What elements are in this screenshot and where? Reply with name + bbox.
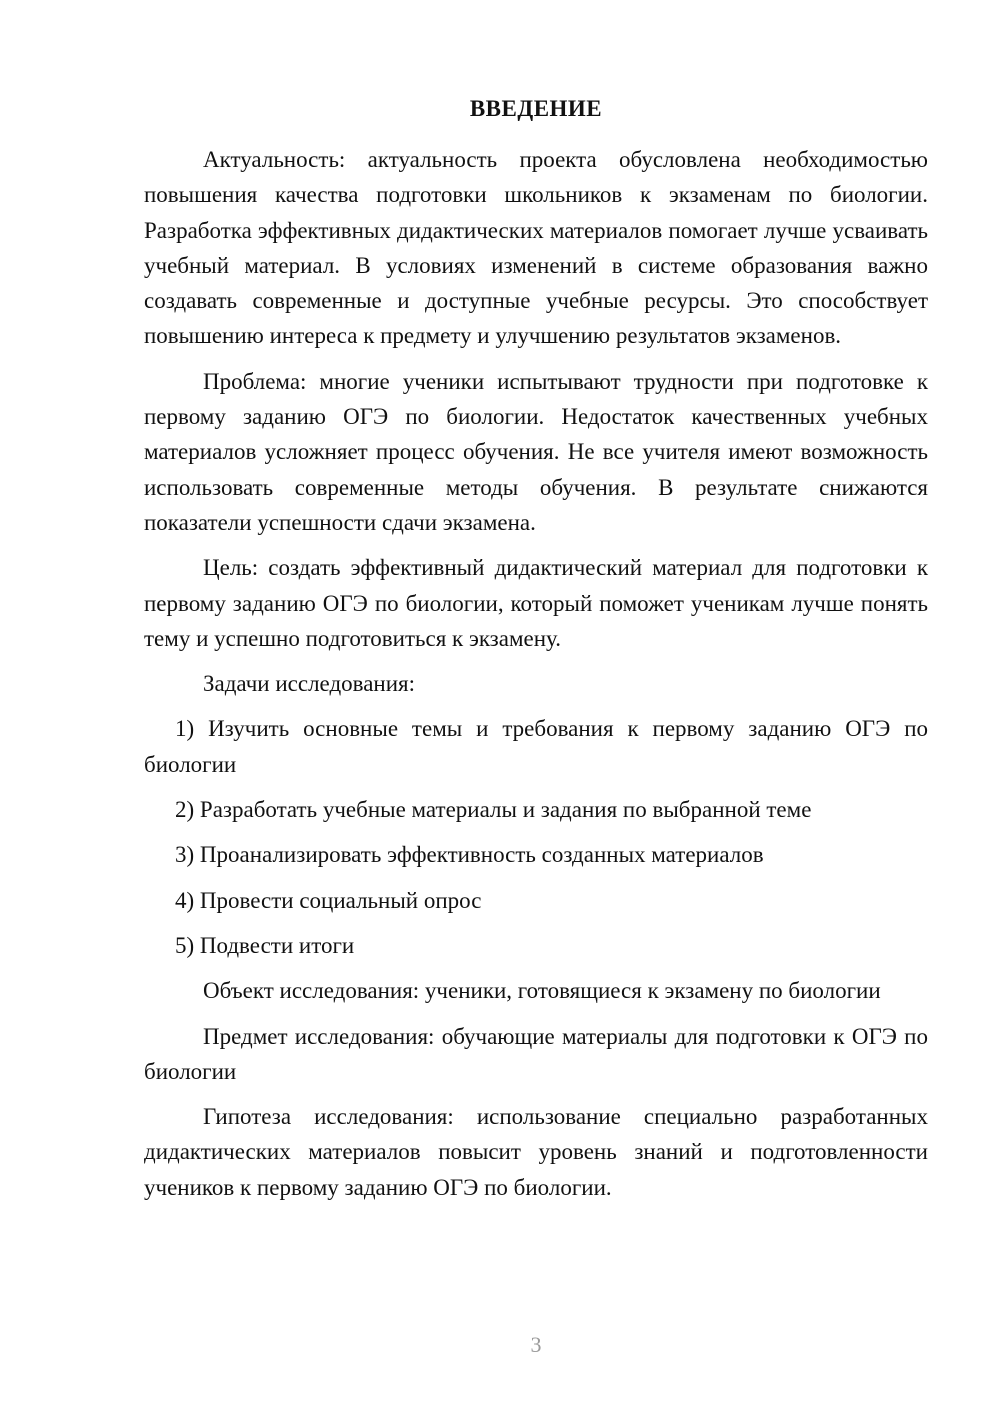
tasks-list (144, 711, 928, 963)
list-item: 5) Подвести итоги (175, 932, 355, 958)
paragraph-hypothesis: Гипотеза исследования: использование специально разработанных дидактических материалов повысит уровень знаний и подготовленности учеников к первому заданию ОГЭ по биологии. (144, 1104, 928, 1200)
document-body (144, 142, 928, 1205)
list-item: 4) Провести социальный опрос (175, 887, 482, 913)
paragraph-relevance: Актуальность: актуальность проекта обусловлена необходимостью повышения качества подготовки школьников к экзаменам по биологии. Разработка эффективных дидактических материалов помогает лучше усваивать учебный материал. В условиях изменений в системе образования важно создавать современные и доступные учебные ресурсы. Это способствует повышению интереса к предмету и улучшению результатов экзаменов. (144, 147, 928, 349)
tasks-heading: Задачи исследования: (203, 671, 416, 697)
list-item: 1) Изучить основные темы и требования к первому заданию ОГЭ по биологии (144, 716, 928, 777)
list-item: 3) Проанализировать эффективность созданных материалов (175, 842, 764, 868)
paragraph-problem: Проблема: многие ученики испытывают трудности при подготовке к первому заданию ОГЭ по биологии. Недостаток качественных учебных материалов усложняет процесс обучения. Не все учителя имеют возможность использовать современные методы обучения. В результате снижаются показатели успешности сдачи экзамена. (144, 368, 928, 535)
paragraph-goal: Цель: создать эффективный дидактический материал для подготовки к первому заданию ОГЭ по биологии, который поможет ученикам лучше понять тему и успешно подготовиться к экзамену. (144, 555, 928, 651)
list-item: 2) Разработать учебные материалы и задания по выбранной теме (175, 797, 812, 823)
page-number: 3 (530, 1332, 542, 1357)
section-title: ВВЕДЕНИЕ (469, 96, 603, 121)
paragraph-object: Объект исследования: ученики, готовящиеся к экзамену по биологии (203, 978, 881, 1004)
paragraph-subject: Предмет исследования: обучающие материалы для подготовки к ОГЭ по биологии (144, 1023, 928, 1084)
